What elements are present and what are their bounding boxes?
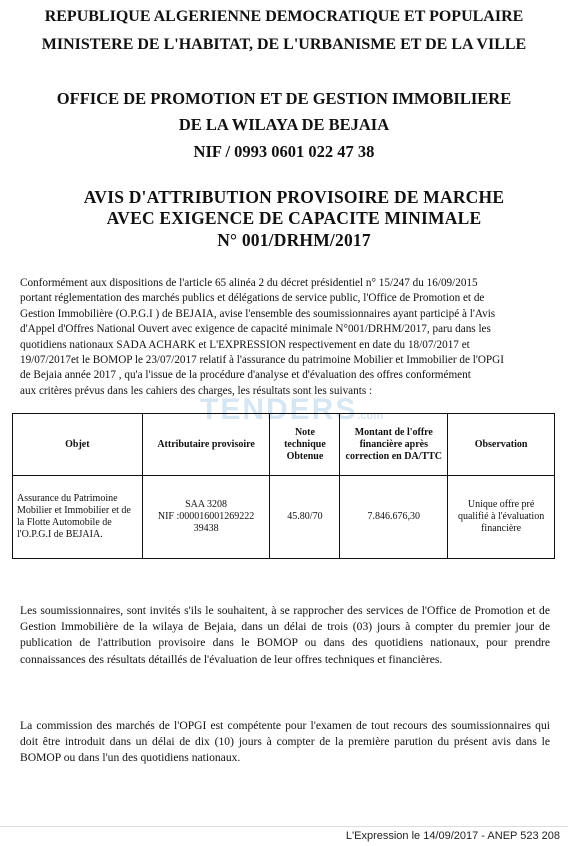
results-table (12, 413, 555, 559)
header-observation: Observation (448, 414, 555, 476)
publication-reference: L'Expression le 14/09/2017 - ANEP 523 208 (345, 830, 560, 842)
ministry-header: MINISTERE DE L'HABITAT, DE L'URBANISME ET DE LA VILLE (41, 36, 527, 53)
notice-title-line1: AVIS D'ATTRIBUTION PROVISOIRE DE MARCHE (83, 187, 505, 207)
cell-observation: Unique offre pré qualifié à l'évaluation financière (448, 476, 555, 559)
table-row (13, 476, 555, 559)
intro-line: d'Appel d'Offres National Ouvert avec exigence de capacité minimale N°001/DRHM/2017, paru dans les (20, 323, 491, 336)
invitation-paragraph: Les soumissionnaires, sont invités s'ils le souhaitent, à se rapprocher des services de l'Office de Promotion et de Gestion Immobilière de la wilaya de Bejaia, dans un délai de trois (03) jours à compter du premier jour de publication de l'attribution provisoire dans le BOMOP ou dans des quotidiens nationaux, pour prendre connaissances des résultats détaillés de l'évaluation de leur offres techniques et financières. (20, 604, 550, 666)
cell-attributaire (142, 476, 270, 559)
attributaire-code: 39438 (193, 523, 219, 534)
attributaire-nif: NIF :000016001269222 (157, 511, 255, 522)
republic-header: REPUBLIQUE ALGERIENNE DEMOCRATIQUE ET POPULAIRE (44, 8, 524, 25)
intro-line: 19/07/2017et le BOMOP le 23/07/2017 relatif à l'assurance du patrimoine Mobilier et Immobilier de l'OPGI (20, 354, 504, 367)
office-name-line2: DE LA WILAYA DE BEJAIA (178, 115, 390, 134)
notice-title-number: N° 001/DRHM/2017 (217, 230, 371, 250)
watermark-text: TENDERS (200, 393, 358, 426)
table-header-row (13, 414, 555, 476)
header-note: Note technique Obtenue (270, 414, 340, 476)
intro-line: aux critères prévus dans les cahiers des charges, les résultats sont les suivants : (20, 384, 373, 397)
intro-paragraph (20, 276, 550, 399)
publication-footer (0, 826, 568, 846)
cell-objet: Assurance du Patrimoine Mobilier et Immobilier et de la Flotte Automobile de l'O.P.G.I de BEJAIA. (13, 476, 143, 559)
attributaire-name: SAA 3208 (185, 499, 228, 510)
recourse-paragraph: La commission des marchés de l'OPGI est compétente pour l'examen de tout recours des soumissionnaires qui doit être introduit dans un délai de dix (10) jours à compter de la première parution du présent avis dans le BOMOP ou dans l'un des quotidiens nationaux. (20, 719, 550, 765)
intro-line: quotidiens nationaux SADA ACHARK et L'EXPRESSION respectivement en date du 18/07/2017 et (20, 338, 470, 351)
intro-line: Gestion Immobilière (O.P.G.I ) de BEJAIA, avise l'ensemble des soumissionnaires ayant participé à l'Avis (20, 307, 496, 320)
header-attributaire: Attributaire provisoire (142, 414, 270, 476)
cell-montant: 7.846.676,30 (340, 476, 448, 559)
intro-line: Conformément aux dispositions de l'article 65 alinéa 2 du décret présidentiel n° 15/247 du 16/09/2015 (20, 277, 478, 289)
nif-number: NIF / 0993 0601 022 47 38 (193, 142, 375, 161)
header-montant: Montant de l'offre financière après correction en DA/TTC (340, 414, 448, 476)
cell-note: 45.80/70 (270, 476, 340, 559)
watermark-suffix: .com (357, 410, 384, 422)
intro-line: de Bejaia année 2017 , qu'a l'issue de la procédure d'analyse et d'évaluation des offres conformément (20, 369, 471, 382)
office-name-line1: OFFICE DE PROMOTION ET DE GESTION IMMOBILIERE (56, 89, 512, 108)
header-objet: Objet (13, 414, 143, 476)
intro-line: portant réglementation des marchés publics et délégations de service public, l'Office de Promotion et de (20, 292, 485, 305)
notice-title-line2: AVEC EXIGENCE DE CAPACITE MINIMALE (106, 208, 482, 228)
